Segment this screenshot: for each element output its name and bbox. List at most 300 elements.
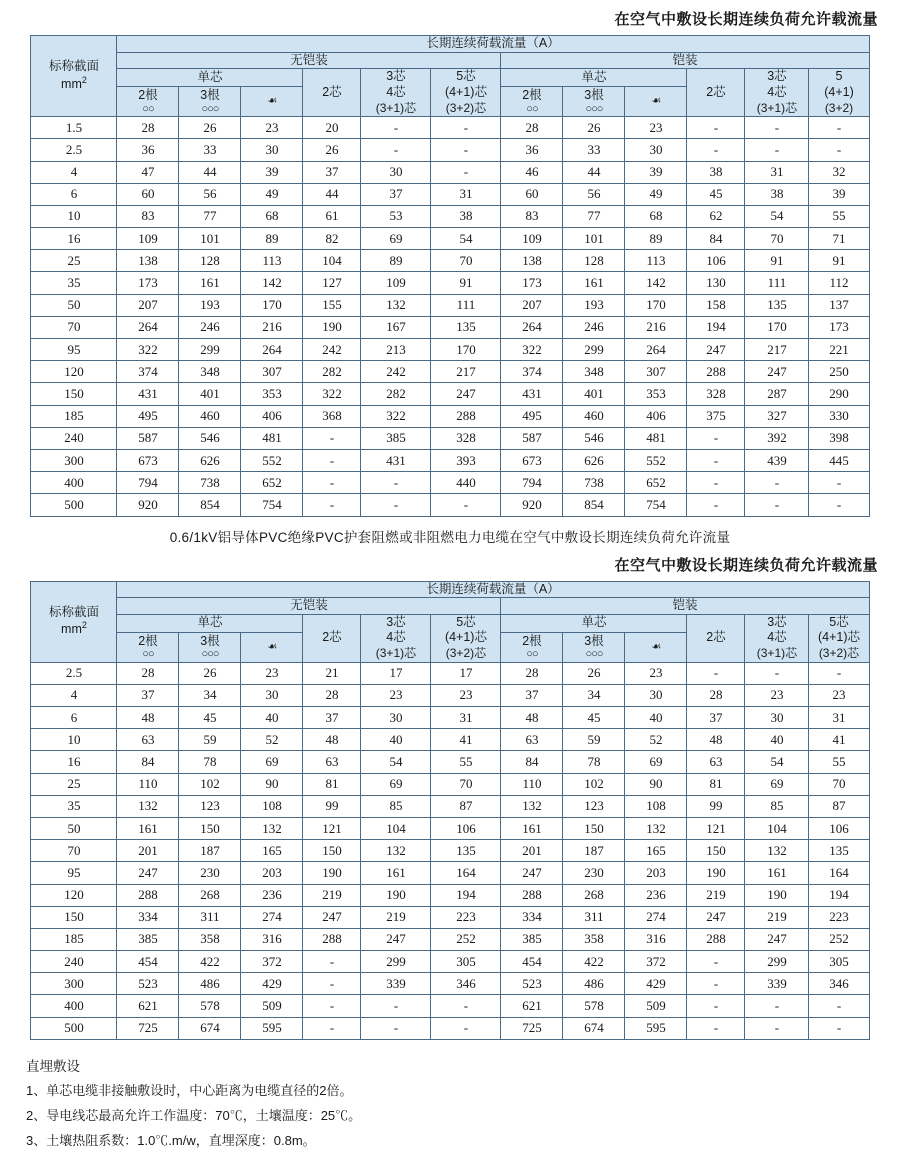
cell-current: 353 (625, 383, 687, 405)
cell-current: 288 (117, 884, 179, 906)
three-circles-row-icon: ○○○ (585, 648, 603, 661)
cell-current: 121 (303, 817, 361, 839)
cell-current: 392 (745, 427, 809, 449)
cell-current: 135 (431, 316, 501, 338)
header-3root-b-noarmor (241, 632, 303, 662)
table-header-row (31, 69, 869, 87)
cell-current: 288 (501, 884, 563, 906)
header-3root-a-noarmor: 3根 ○○○ (179, 632, 241, 662)
cell-current: 219 (687, 884, 745, 906)
cell-current: 552 (625, 449, 687, 471)
cell-current: 190 (745, 884, 809, 906)
cell-current: 31 (431, 183, 501, 205)
cell-current: 44 (303, 183, 361, 205)
cell-current: 264 (117, 316, 179, 338)
notes-heading: 直埋敷设 (26, 1058, 80, 1074)
cell-current: 170 (431, 339, 501, 361)
page-title-top: 在空气中敷设长期连续负荷允许载流量 (614, 11, 878, 28)
cell-current: 83 (501, 205, 563, 227)
cell-current: 56 (563, 183, 625, 205)
cell-current: - (361, 995, 431, 1017)
cell-current: 17 (361, 662, 431, 684)
cell-current: 282 (361, 383, 431, 405)
table-row (31, 494, 869, 516)
cell-nominal-section: 300 (31, 973, 117, 995)
cell-current: 84 (687, 228, 745, 250)
cell-current: 374 (501, 361, 563, 383)
cell-current: 37 (361, 183, 431, 205)
cell-current: 82 (303, 228, 361, 250)
table-row (31, 472, 869, 494)
cell-current: 28 (117, 662, 179, 684)
cell-current: 429 (241, 973, 303, 995)
cell-current: 161 (563, 272, 625, 294)
cell-current: 216 (241, 316, 303, 338)
cell-current: 316 (241, 928, 303, 950)
cell-nominal-section: 120 (31, 361, 117, 383)
cell-current: 406 (241, 405, 303, 427)
cell-current: 264 (625, 339, 687, 361)
header-5core-noarmor: 5芯 (4+1)芯 (3+2)芯 (431, 614, 501, 662)
cell-current: 109 (361, 272, 431, 294)
cell-current: 353 (241, 383, 303, 405)
cell-current: 375 (687, 405, 745, 427)
cell-current: 216 (625, 316, 687, 338)
cell-current: 242 (303, 339, 361, 361)
three-circles-row-icon: ○○○ (585, 102, 603, 115)
header-2core-armor: 2芯 (687, 69, 745, 117)
table-row (31, 1017, 869, 1039)
cell-current: 55 (431, 751, 501, 773)
cell-current: 61 (303, 205, 361, 227)
table-row (31, 662, 869, 684)
cell-current: 299 (745, 951, 809, 973)
cell-current: - (303, 1017, 361, 1039)
cell-current: 299 (179, 339, 241, 361)
cell-current: 247 (745, 928, 809, 950)
cell-current: 31 (745, 161, 809, 183)
cell-current: 40 (745, 729, 809, 751)
header-2root-noarmor: 2根 ○○ (117, 632, 179, 662)
cell-current: 84 (501, 751, 563, 773)
cell-current: 252 (431, 928, 501, 950)
header-3root-b-armor (625, 632, 687, 662)
cell-current: 32 (809, 161, 869, 183)
cell-current: 578 (179, 995, 241, 1017)
cell-current: 63 (303, 751, 361, 773)
header-34core-armor: 3芯 4芯 (3+1)芯 (745, 614, 809, 662)
cell-current: 274 (625, 906, 687, 928)
cell-current: 290 (809, 383, 869, 405)
cell-nominal-section: 120 (31, 884, 117, 906)
three-circles-row-icon: ○○○ (201, 102, 219, 115)
cell-current: 155 (303, 294, 361, 316)
cell-current: 26 (179, 662, 241, 684)
cell-current: - (809, 662, 869, 684)
cell-current: 221 (809, 339, 869, 361)
cell-current: - (303, 494, 361, 516)
cell-current: 135 (431, 840, 501, 862)
cell-current: 21 (303, 662, 361, 684)
cell-current: 142 (625, 272, 687, 294)
cell-current: 673 (117, 449, 179, 471)
cell-current: 190 (361, 884, 431, 906)
cell-current: 230 (563, 862, 625, 884)
table-row (31, 383, 869, 405)
cell-current: - (361, 1017, 431, 1039)
cell-current: - (303, 995, 361, 1017)
cell-current: 207 (501, 294, 563, 316)
table-row (31, 427, 869, 449)
table-row (31, 951, 869, 973)
cell-current: 794 (117, 472, 179, 494)
cell-current: 374 (117, 361, 179, 383)
cell-current: 203 (241, 862, 303, 884)
cell-current: - (303, 427, 361, 449)
cell-current: 113 (625, 250, 687, 272)
cell-current: 486 (179, 973, 241, 995)
cell-nominal-section: 6 (31, 183, 117, 205)
cell-current: 132 (117, 795, 179, 817)
cell-current: 108 (625, 795, 687, 817)
cell-current: 33 (563, 139, 625, 161)
cell-nominal-section: 16 (31, 751, 117, 773)
three-circles-cluster-icon: ☙ (651, 640, 661, 653)
cell-current: 393 (431, 449, 501, 471)
header-2root-armor: 2根 ○○ (501, 632, 563, 662)
header-34core-noarmor: 3芯 4芯 (3+1)芯 (361, 69, 431, 117)
cell-current: 132 (501, 795, 563, 817)
cell-current: 372 (625, 951, 687, 973)
cell-current: 223 (809, 906, 869, 928)
cell-current: 78 (179, 751, 241, 773)
header-2root-armor: 2根 ○○ (501, 87, 563, 117)
cell-current: 26 (303, 139, 361, 161)
cell-current: 102 (563, 773, 625, 795)
cell-current: 138 (501, 250, 563, 272)
header-3root-a-noarmor: 3根 ○○○ (179, 87, 241, 117)
cell-current: 36 (117, 139, 179, 161)
cell-current: 23 (809, 684, 869, 706)
cell-nominal-section: 400 (31, 472, 117, 494)
cell-current: 431 (501, 383, 563, 405)
cell-current: 128 (179, 250, 241, 272)
cell-current: 47 (117, 161, 179, 183)
two-circles-icon: ○○ (142, 102, 154, 115)
cell-current: - (745, 117, 809, 139)
cell-current: 854 (563, 494, 625, 516)
cell-current: 431 (117, 383, 179, 405)
cell-current: 201 (117, 840, 179, 862)
cell-current: 84 (117, 751, 179, 773)
cell-current: 63 (687, 751, 745, 773)
header-armor: 铠装 (501, 52, 869, 69)
cell-current: 150 (179, 817, 241, 839)
cell-current: 137 (809, 294, 869, 316)
cell-current: 523 (501, 973, 563, 995)
cell-current: 39 (241, 161, 303, 183)
cell-current: 282 (303, 361, 361, 383)
cell-current: 523 (117, 973, 179, 995)
cell-current: 190 (303, 316, 361, 338)
cell-current: 621 (117, 995, 179, 1017)
cell-current: 49 (625, 183, 687, 205)
cell-nominal-section: 185 (31, 928, 117, 950)
cell-current: 161 (117, 817, 179, 839)
cell-current: - (745, 472, 809, 494)
cell-current: 236 (241, 884, 303, 906)
cell-current: 207 (117, 294, 179, 316)
cell-current: 213 (361, 339, 431, 361)
header-nominal-section: 标称截面 $mm^2$ (31, 581, 117, 662)
page-title-second: 在空气中敷设长期连续负荷允许载流量 (614, 556, 878, 574)
cell-current: 652 (625, 472, 687, 494)
table-header-row (31, 52, 869, 69)
cell-current: 247 (687, 906, 745, 928)
cell-current: - (687, 449, 745, 471)
cell-current: - (431, 139, 501, 161)
cell-current: 60 (117, 183, 179, 205)
cell-current: 39 (625, 161, 687, 183)
cell-current: 81 (303, 773, 361, 795)
header-nominal-section: 标称截面 $mm^2$ (31, 36, 117, 117)
table-row (31, 795, 869, 817)
cell-current: - (809, 117, 869, 139)
cell-current: 190 (687, 862, 745, 884)
table-header-row (31, 614, 869, 632)
cell-current: - (745, 662, 809, 684)
cell-current: 307 (241, 361, 303, 383)
cell-current: - (431, 1017, 501, 1039)
table1-header (31, 36, 869, 117)
cell-current: 132 (241, 817, 303, 839)
cell-current: 108 (241, 795, 303, 817)
cell-current: 217 (745, 339, 809, 361)
cell-current: 546 (563, 427, 625, 449)
table-row (31, 449, 869, 471)
cell-current: 327 (745, 405, 809, 427)
table-caption: 0.6/1kV铝导体PVC绝缘PVC护套阻燃或非阻燃电力电缆在空气中敷设长期连续负荷允许流量 (169, 529, 731, 545)
cell-current: 158 (687, 294, 745, 316)
note-item: 3、土壤热阻系数：1.0℃.m/w，直埋深度：0.8m。 (26, 1132, 316, 1148)
cell-current: 91 (431, 272, 501, 294)
cell-current: 40 (625, 707, 687, 729)
table-row (31, 729, 869, 751)
cell-current: 401 (179, 383, 241, 405)
cell-current: 17 (431, 662, 501, 684)
cell-current: 63 (501, 729, 563, 751)
cell-current: 37 (303, 707, 361, 729)
header-single-core-noarmor: 单芯 (117, 69, 303, 87)
cell-current: 368 (303, 405, 361, 427)
cell-current: 69 (625, 751, 687, 773)
table-row (31, 228, 869, 250)
cell-current: 150 (563, 817, 625, 839)
cell-current: 252 (809, 928, 869, 950)
cell-current: 385 (501, 928, 563, 950)
cell-current: - (431, 117, 501, 139)
cell-current: 334 (501, 906, 563, 928)
cell-current: 372 (241, 951, 303, 973)
cell-current: 385 (117, 928, 179, 950)
cell-current: - (303, 973, 361, 995)
cell-current: 358 (179, 928, 241, 950)
three-circles-cluster-icon: ☙ (651, 95, 661, 108)
cell-current: - (809, 494, 869, 516)
cell-current: - (361, 494, 431, 516)
cell-current: 305 (809, 951, 869, 973)
header-2core-noarmor: 2芯 (303, 69, 361, 117)
header-34core-armor: 3芯 4芯 (3+1)芯 (745, 69, 809, 117)
cell-current: 138 (117, 250, 179, 272)
table-row (31, 884, 869, 906)
cell-current: 109 (117, 228, 179, 250)
cell-current: 552 (241, 449, 303, 471)
cell-current: 54 (361, 751, 431, 773)
cell-current: 439 (745, 449, 809, 471)
cell-current: 37 (303, 161, 361, 183)
cell-current: 68 (625, 205, 687, 227)
cell-current: 674 (179, 1017, 241, 1039)
table-row (31, 773, 869, 795)
cell-current: 55 (809, 751, 869, 773)
cell-current: 287 (745, 383, 809, 405)
cell-current: 754 (241, 494, 303, 516)
cell-current: 31 (809, 707, 869, 729)
cell-current: 54 (431, 228, 501, 250)
table2-header (31, 581, 869, 662)
cell-current: 223 (431, 906, 501, 928)
table-row (31, 361, 869, 383)
cell-current: 621 (501, 995, 563, 1017)
cell-current: 346 (809, 973, 869, 995)
cell-current: 288 (303, 928, 361, 950)
cell-nominal-section: 50 (31, 817, 117, 839)
cell-current: 754 (625, 494, 687, 516)
header-34core-noarmor: 3芯 4芯 (3+1)芯 (361, 614, 431, 662)
cell-current: 203 (625, 862, 687, 884)
cell-current: 242 (361, 361, 431, 383)
cell-current: 288 (687, 361, 745, 383)
cell-current: 89 (361, 250, 431, 272)
cell-current: 481 (625, 427, 687, 449)
table-header-row (31, 598, 869, 615)
table-row (31, 751, 869, 773)
cell-current: 70 (431, 773, 501, 795)
table-header-row (31, 581, 869, 598)
cell-current: 132 (361, 294, 431, 316)
cell-current: 41 (431, 729, 501, 751)
cell-current: 20 (303, 117, 361, 139)
cell-current: 48 (303, 729, 361, 751)
cell-current: 330 (809, 405, 869, 427)
cell-current: 99 (687, 795, 745, 817)
cell-current: 106 (431, 817, 501, 839)
cell-current: 121 (687, 817, 745, 839)
cell-current: 49 (241, 183, 303, 205)
table-row (31, 205, 869, 227)
cell-nominal-section: 2.5 (31, 662, 117, 684)
cell-current: - (745, 139, 809, 161)
cell-current: 194 (687, 316, 745, 338)
cell-current: 90 (625, 773, 687, 795)
cell-current: - (431, 161, 501, 183)
cell-current: 346 (431, 973, 501, 995)
cell-current: 28 (687, 684, 745, 706)
cell-current: 30 (745, 707, 809, 729)
cell-current: 187 (563, 840, 625, 862)
cell-current: 77 (179, 205, 241, 227)
cell-nominal-section: 4 (31, 684, 117, 706)
cell-current: 28 (501, 662, 563, 684)
cell-current: 150 (687, 840, 745, 862)
cell-current: - (687, 427, 745, 449)
cell-current: 854 (179, 494, 241, 516)
cell-current: - (303, 472, 361, 494)
table-row (31, 294, 869, 316)
cell-current: 173 (117, 272, 179, 294)
three-circles-cluster-icon: ☙ (267, 640, 277, 653)
cell-current: 78 (563, 751, 625, 773)
cell-current: 132 (361, 840, 431, 862)
cell-current: - (745, 494, 809, 516)
cell-current: 247 (687, 339, 745, 361)
cell-current: 62 (687, 205, 745, 227)
two-circles-icon: ○○ (526, 102, 538, 115)
cell-current: 130 (687, 272, 745, 294)
cell-current: 70 (745, 228, 809, 250)
table-row (31, 139, 869, 161)
cell-current: 247 (745, 361, 809, 383)
cell-nominal-section: 185 (31, 405, 117, 427)
cell-current: 348 (179, 361, 241, 383)
cell-current: 52 (241, 729, 303, 751)
header-span-all: 长期连续荷载流量（A） (117, 581, 869, 598)
cell-current: 48 (117, 707, 179, 729)
cell-current: 28 (117, 117, 179, 139)
header-2core-noarmor: 2芯 (303, 614, 361, 662)
header-single-core-noarmor: 单芯 (117, 614, 303, 632)
cell-current: 495 (117, 405, 179, 427)
cell-current: 53 (361, 205, 431, 227)
cell-current: 135 (745, 294, 809, 316)
cell-current: 123 (179, 795, 241, 817)
cell-current: 422 (563, 951, 625, 973)
cell-current: 193 (179, 294, 241, 316)
cell-current: 190 (303, 862, 361, 884)
cell-current: 28 (501, 117, 563, 139)
cell-current: 34 (563, 684, 625, 706)
cell-current: 236 (625, 884, 687, 906)
cell-current: 23 (745, 684, 809, 706)
table-row (31, 405, 869, 427)
cell-current: 104 (303, 250, 361, 272)
cell-current: - (361, 472, 431, 494)
cell-current: 69 (745, 773, 809, 795)
cell-nominal-section: 25 (31, 250, 117, 272)
cell-nominal-section: 70 (31, 316, 117, 338)
cell-current: 406 (625, 405, 687, 427)
table-row (31, 840, 869, 862)
cell-current: 26 (179, 117, 241, 139)
table-row (31, 117, 869, 139)
cell-nominal-section: 35 (31, 795, 117, 817)
header-5core-armor: 5 (4+1) (3+2) (809, 69, 869, 117)
cell-current: 111 (745, 272, 809, 294)
cell-current: 26 (563, 662, 625, 684)
cell-current: 23 (625, 662, 687, 684)
cell-current: 52 (625, 729, 687, 751)
